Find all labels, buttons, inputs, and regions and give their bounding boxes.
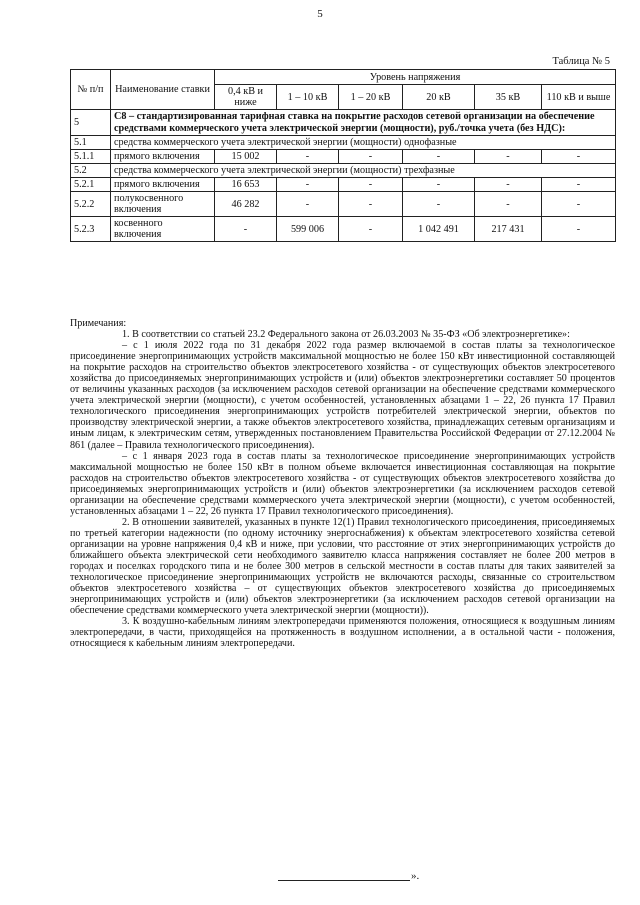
row-number: 5.2.1 — [71, 178, 111, 192]
table-row — [71, 217, 616, 242]
table-row — [71, 150, 616, 164]
header-level: 1 – 20 кВ — [339, 85, 403, 110]
table-row — [71, 192, 616, 217]
header-name: Наименование ставки — [111, 70, 215, 110]
table-caption: Таблица № 5 — [552, 56, 610, 67]
row-number: 5.2.3 — [71, 217, 111, 242]
tariff-table — [70, 69, 616, 242]
note-paragraph: 1. В соответствии со статьей 23.2 Федерального закона от 26.03.2003 № 35-ФЗ «Об электроэнергетике»: — [122, 329, 570, 341]
note-paragraph: – с 1 июля 2022 года по 31 декабря 2022 года размер включаемой в состав платы за технологическое присоединение энергопринимающих устройств максимальной мощностью не более 150 кВт инвестиционной составляющей на покрытие расходов на строительство объектов электросетевого хозяйства - от существующих объектов электросетевого хозяйства до присоединяемых энергопринимающих устройств и (или) объектов электроэнергетики составляет 50 процентов от величины указанных расходов (за исключением расходов сетевой организации на обеспечение средствами коммерческого учета электрической энергии (мощности), с учетом особенностей, установленных абзацами 1 – 22, 26 пункта 17 Правил технологического присоединения энергопринимающих устройств потребителей электрической энергии, объектов по производству электрической энергии, а также объектов электросетевого хозяйства, принадлежащих сетевым организациям и иным лицам, к электрическим сетям, утвержденных постановлением Правительства Российской Федерации от 27.12.2004 № 861 (далее – Правила технологического присоединения). — [70, 340, 615, 451]
rate-value: 599 006 — [277, 217, 339, 242]
rate-name: прямого включения — [111, 178, 215, 192]
note-paragraph: – с 1 января 2023 года в состав платы за технологическое присоединение энергопринимающих устройств максимальной мощностью не более 150 кВт в полном объеме включается инвестиционная составляющая на покрытие расходов на строительство объектов электросетевого хозяйства - от существующих объектов электросетевого хозяйства до присоединяемых энергопринимающих устройств и (или) объектов электроэнергетики (за исключением расходов сетевой организации на обеспечение средствами коммерческого учета электрической энергии (мощности), с учетом особенностей, установленных абзацами 1 – 22, 26 пункта 17 Правил технологического присоединения). — [70, 450, 615, 517]
rate-value: - — [339, 217, 403, 242]
rate-value: - — [277, 178, 339, 192]
rate-value: 1 042 491 — [403, 217, 475, 242]
rate-value: - — [339, 150, 403, 164]
rate-name: прямого включения — [111, 150, 215, 164]
table-section-row — [71, 164, 616, 178]
rate-value: - — [542, 178, 616, 192]
table-section-row — [71, 136, 616, 150]
rate-value: - — [542, 192, 616, 217]
header-level: 35 кВ — [475, 85, 542, 110]
note-paragraph: 3. К воздушно-кабельным линиям электропередачи применяются положения, относящиеся к воздушным линиям электропередачи, в части, приходящейся на протяженность в воздушном исполнении, а в остальной части - положения, относящиеся к кабельным линиям электропередачи. — [70, 616, 615, 650]
rate-value: - — [403, 192, 475, 217]
note-paragraph: 2. В отношении заявителей, указанных в пункте 12(1) Правил технологического присоединения, присоединяемых по третьей категории надежности (по одному источнику энергоснабжения) к объектам электросетевого хозяйства сетевой организации на уровне напряжения 0,4 кВ и ниже, при условии, что расстояние от этих энергопринимающих устройств до ближайшего объекта электрической сети необходимого заявителю класса напряжения составляет не более 200 метров в городах и поселках городского типа и не более 300 метров в сельской местности в состав платы для таких заявителей за технологическое присоединение энергопринимающих устройств не включаются расходы, связанные со строительством объектов электросетевого хозяйства – от существующих объектов электросетевого хозяйства до присоединяемых энергопринимающих устройств и (или) объектов электроэнергетики (за исключением расходов сетевой организации на обеспечение средствами коммерческого учета электрической энергии (мощности)). — [70, 516, 615, 617]
notes-body — [70, 329, 615, 649]
header-level: 110 кВ и выше — [542, 85, 616, 110]
header-level: 0,4 кВ и ниже — [215, 85, 277, 110]
rate-value: - — [475, 192, 542, 217]
row-number: 5.2 — [71, 164, 111, 178]
row-number: 5.1.1 — [71, 150, 111, 164]
page-number: 5 — [317, 8, 323, 20]
rate-value: - — [542, 217, 616, 242]
rate-value: - — [215, 217, 277, 242]
rate-value: - — [403, 178, 475, 192]
table-title-text: С8 – стандартизированная тарифная ставка на покрытие расходов сетевой организации на обеспечение средствами коммерческого учета электрической энергии (мощности), руб./точка учета (без НДС): — [111, 110, 616, 136]
rate-name: полукосвенного включения — [111, 192, 215, 217]
row-number: 5.2.2 — [71, 192, 111, 217]
rate-value: - — [339, 192, 403, 217]
rate-value: 15 002 — [215, 150, 277, 164]
header-voltage-group: Уровень напряжения — [215, 70, 616, 85]
rate-value: - — [542, 150, 616, 164]
section-text: средства коммерческого учета электрической энергии (мощности) трехфазные — [111, 164, 616, 178]
rate-value: 16 653 — [215, 178, 277, 192]
rate-value: - — [277, 150, 339, 164]
closing-line — [278, 880, 410, 881]
rate-name: косвенного включения — [111, 217, 215, 242]
row-number: 5.1 — [71, 136, 111, 150]
rate-value: - — [475, 150, 542, 164]
rate-value: - — [277, 192, 339, 217]
section-text: средства коммерческого учета электрической энергии (мощности) однофазные — [111, 136, 616, 150]
table-title-row — [71, 110, 616, 136]
rate-value: 217 431 — [475, 217, 542, 242]
notes — [70, 318, 615, 649]
closing-quote: ». — [411, 870, 420, 882]
header-num: № п/п — [71, 70, 111, 110]
header-level: 1 – 10 кВ — [277, 85, 339, 110]
rate-value: 46 282 — [215, 192, 277, 217]
table-row — [71, 178, 616, 192]
notes-heading: Примечания: — [70, 318, 127, 329]
row-number: 5 — [71, 110, 111, 136]
rate-value: - — [339, 178, 403, 192]
rate-value: - — [475, 178, 542, 192]
rate-value: - — [403, 150, 475, 164]
header-level: 20 кВ — [403, 85, 475, 110]
